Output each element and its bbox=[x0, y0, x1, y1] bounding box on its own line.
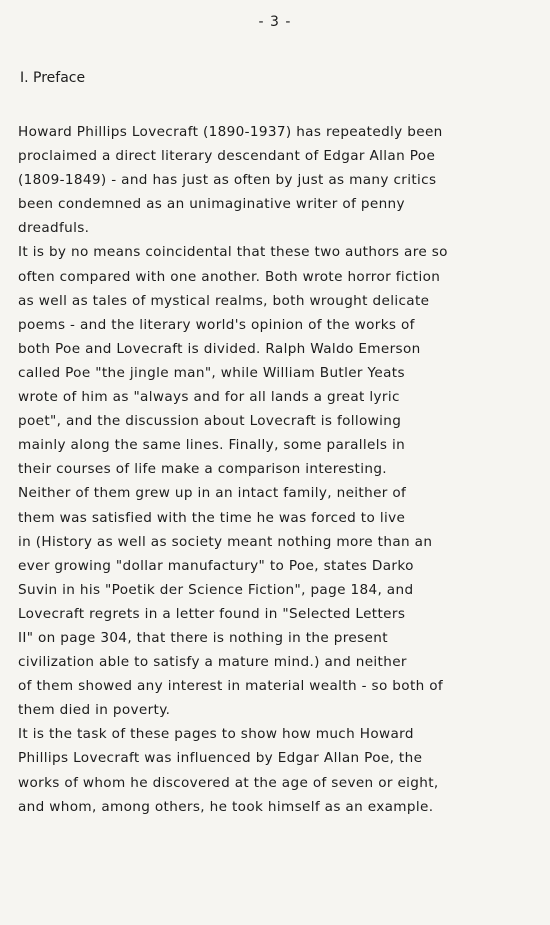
text-line: them died in poverty. bbox=[18, 702, 171, 719]
text-line: It is the task of these pages to show how much Howard bbox=[18, 726, 414, 743]
page-number: - 3 - bbox=[258, 14, 292, 30]
text-line: poems - and the literary world's opinion of the works of bbox=[18, 316, 415, 333]
text-line: them was satisfied with the time he was forced to live bbox=[18, 509, 406, 526]
section-heading: I. Preface bbox=[20, 70, 86, 86]
text-line: their courses of life make a comparison interesting. bbox=[18, 461, 387, 478]
text-line: Phillips Lovecraft was influenced by Edgar Allan Poe, the bbox=[18, 750, 423, 767]
text-line: and whom, among others, he took himself as an example. bbox=[18, 798, 434, 815]
text-line: Lovecraft regrets in a letter found in "Selected Letters bbox=[18, 605, 406, 622]
text-line: been condemned as an unimaginative writer of penny bbox=[18, 196, 405, 213]
body-text bbox=[18, 120, 528, 819]
text-line: Neither of them grew up in an intact family, neither of bbox=[18, 485, 407, 502]
text-line: called Poe "the jingle man", while William Butler Yeats bbox=[18, 364, 405, 381]
text-line: Howard Phillips Lovecraft (1890-1937) has repeatedly been bbox=[18, 124, 443, 140]
text-line: civilization able to satisfy a mature mind.) and neither bbox=[18, 654, 407, 671]
text-line: (1809-1849) - and has just as often by just as many critics bbox=[18, 172, 437, 189]
text-line: Suvin in his "Poetik der Science Fiction", page 184, and bbox=[18, 581, 414, 598]
text-line: of them showed any interest in material wealth - so both of bbox=[18, 678, 444, 695]
text-line: both Poe and Lovecraft is divided. Ralph Waldo Emerson bbox=[18, 340, 421, 357]
text-line: mainly along the same lines. Finally, some parallels in bbox=[18, 437, 406, 454]
text-line: It is by no means coincidental that these two authors are so bbox=[18, 244, 448, 261]
text-line: as well as tales of mystical realms, both wrought delicate bbox=[18, 292, 430, 309]
text-line: often compared with one another. Both wrote horror fiction bbox=[18, 268, 441, 285]
text-line: works of whom he discovered at the age of seven or eight, bbox=[18, 774, 439, 791]
text-line: dreadfuls. bbox=[18, 220, 90, 237]
text-line: proclaimed a direct literary descendant of Edgar Allan Poe bbox=[18, 148, 436, 165]
text-line: ever growing "dollar manufactury" to Poe, states Darko bbox=[18, 557, 414, 574]
text-line: in (History as well as society meant nothing more than an bbox=[18, 533, 433, 550]
text-line: wrote of him as "always and for all lands a great lyric bbox=[18, 389, 400, 406]
text-line: poet", and the discussion about Lovecraft is following bbox=[18, 413, 402, 430]
text-line: II" on page 304, that there is nothing in the present bbox=[18, 629, 388, 646]
